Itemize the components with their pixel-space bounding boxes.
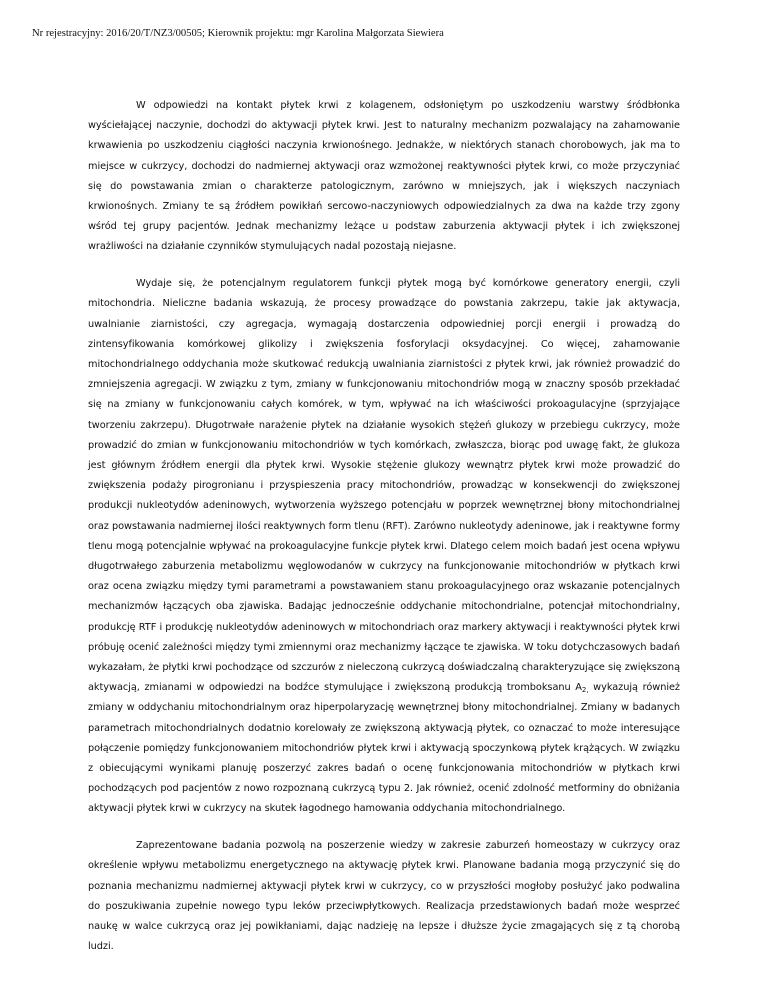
page-header: Nr rejestracyjny: 2016/20/T/NZ3/00505; Kierownik projektu: mgr Karolina Małgorzata Siewiera <box>32 28 444 39</box>
paragraph-2-text-start: Wydaje się, że potencjalnym regulatorem funkcji płytek mogą być komórkowe generatory energii, czyli mitochondria. Nieliczne badania wskazują, że procesy prowadzące do powstania zakrzepu, takie jak aktywacja, uwalnianie ziarnistości, czy agregacja, wymagają dostarczenia odpowiedniej porcji energii i prowadzą do zintensyfikowania komórkowej glikolizy i zwiększenia fosforylacji oksydacyjnej. Co więcej, zahamowanie mitochondrialnego oddychania może skutkować redukcją uwalniania ziarnistości z płytek krwi, jak również prowadzić do zmniejszenia agregacji. W związku z tym, zmiany w funkcjonowaniu mitochondriów mogą w znaczny sposób przekładać się na zmiany w funkcjonowaniu całych komórek, w tym, wpływać na ich właściwości prokoagulacyjne (sprzyjające tworzeniu zakrzepu). Długotrwałe narażenie płytek na działanie wysokich stężeń glukozy w przebiegu cukrzycy, może prowadzić do zmian w funkcjonowaniu mitochondriów w tych komórkach, zwłaszcza, biorąc pod uwagę fakt, że glukoza jest głównym źródłem energii dla płytek krwi. Wysokie stężenie glukozy wewnątrz płytek krwi może prowadzić do zwiększenia podaży pirogronianu i przyspieszenia pracy mitochondriów, prowadząc w konsekwencji do zwiększonej produkcji nukleotydów adeninowych, wytworzenia wyższego potencjału w poprzek wewnętrznej błony mitochondrialnej oraz powstawania nadmiernej ilości reaktywnych form tlenu (RFT). Zarówno nukleotydy adeninowe, jak i reaktywne formy tlenu mogą potencjalnie wpływać na prokoagulacyjne funkcje płytek krwi. Dlatego celem moich badań jest ocena wpływu długotrwałego zaburzenia metabolizmu węglowodanów w cukrzycy na funkcjonowanie mitochondriów w płytkach krwi oraz ocena związku między tymi parametrami a powstawaniem stanu prokoagulacyjnego oraz wskazanie potencjalnych mechanizmów łączących oba zjawiska. Badając jednocześnie oddychanie mitochondrialne, potencjał mitochondrialny, produkcję RTF i produkcję nukleotydów adeninowych w mitochondriach oraz markery aktywacji i reaktywności płytek krwi próbuję ocenić zależności między tymi zmiennymi oraz mechanizmy łączące te zjawiska. W toku dotychczasowych badań wykazałam, że płytki krwi pochodzące od szczurów z nieleczoną cukrzycą doświadczalną charakteryzujące się zwiększoną aktywacją, zmianami w odpowiedzi na bodźce stymulujące i zwiększoną produkcją tromboksanu A <box>88 278 680 694</box>
thromboxane-subscript: 2, <box>581 686 589 695</box>
document-body <box>88 96 680 974</box>
paragraph-2 <box>88 274 680 819</box>
paragraph-2-text-end: wykazują również zmiany w oddychaniu mitochondrialnym oraz hiperpolaryzację wewnętrznej błony mitochondrialnej. Zmiany w badanych parametrach mitochondrialnych dodatnio korelowały ze zwiększoną aktywacją płytek, co oznaczać to może interesujące połączenie pomiędzy funkcjonowaniem mitochondriów płytek krwi i aktywacją spoczynkową płytek krążących. W związku z obiecującymi wynikami planuję poszerzyć zakres badań o ocenę funkcjonowania mitochondriów w płytkach krwi pochodzących pod pacjentów z nowo rozpoznaną cukrzycą typu 2. Jak również, ocenić zdolność metforminy do obniżania aktywacji płytek krwi w cukrzycy na skutek łagodnego hamowania oddychania mitochondrialnego. <box>88 682 681 815</box>
paragraph-3: Zaprezentowane badania pozwolą na poszerzenie wiedzy w zakresie zaburzeń homeostazy w cukrzycy oraz określenie wpływu metabolizmu energetycznego na aktywację płytek krwi. Planowane badania mogą przyczynić się do poznania mechanizmu nadmiernej aktywacji płytek krwi w cukrzycy, co w przyszłości mogłoby posłużyć jako podwalina do poszukiwania zupełnie nowego typu leków przeciwpłytkowych. Realizacja przedstawionych badań może wesprzeć naukę w walce cukrzycą oraz jej powikłaniami, dając nadzieję na lepsze i dłuższe życie zmagających się z tą chorobą ludzi. <box>88 840 680 953</box>
paragraph-1: W odpowiedzi na kontakt płytek krwi z kolagenem, odsłoniętym po uszkodzeniu warstwy śródbłonka wyściełającej naczynie, dochodzi do aktywacji płytek krwi. Jest to naturalny mechanizm pozwalający na zahamowanie krwawienia po uszkodzeniu ciągłości naczynia krwionośnego. Jednakże, w niektórych stanach chorobowych, jak ma to miejsce w cukrzycy, dochodzi do nadmiernej aktywacji oraz wzmożonej reaktywności płytek krwi, co może przyczyniać się do powstawania zmian o charakterze patologicznym, zarówno w mniejszych, jak i większych naczyniach krwionośnych. Zmiany te są źródłem powikłań sercowo-naczyniowych odpowiedzialnych za dwa na każde trzy zgony wśród tej grupy pacjentów. Jednak mechanizmy leżące u podstaw zaburzenia aktywacji płytek i ich zwiększonej wrażliwości na działanie czynników stymulujących nadal pozostają niejasne. <box>88 100 680 253</box>
